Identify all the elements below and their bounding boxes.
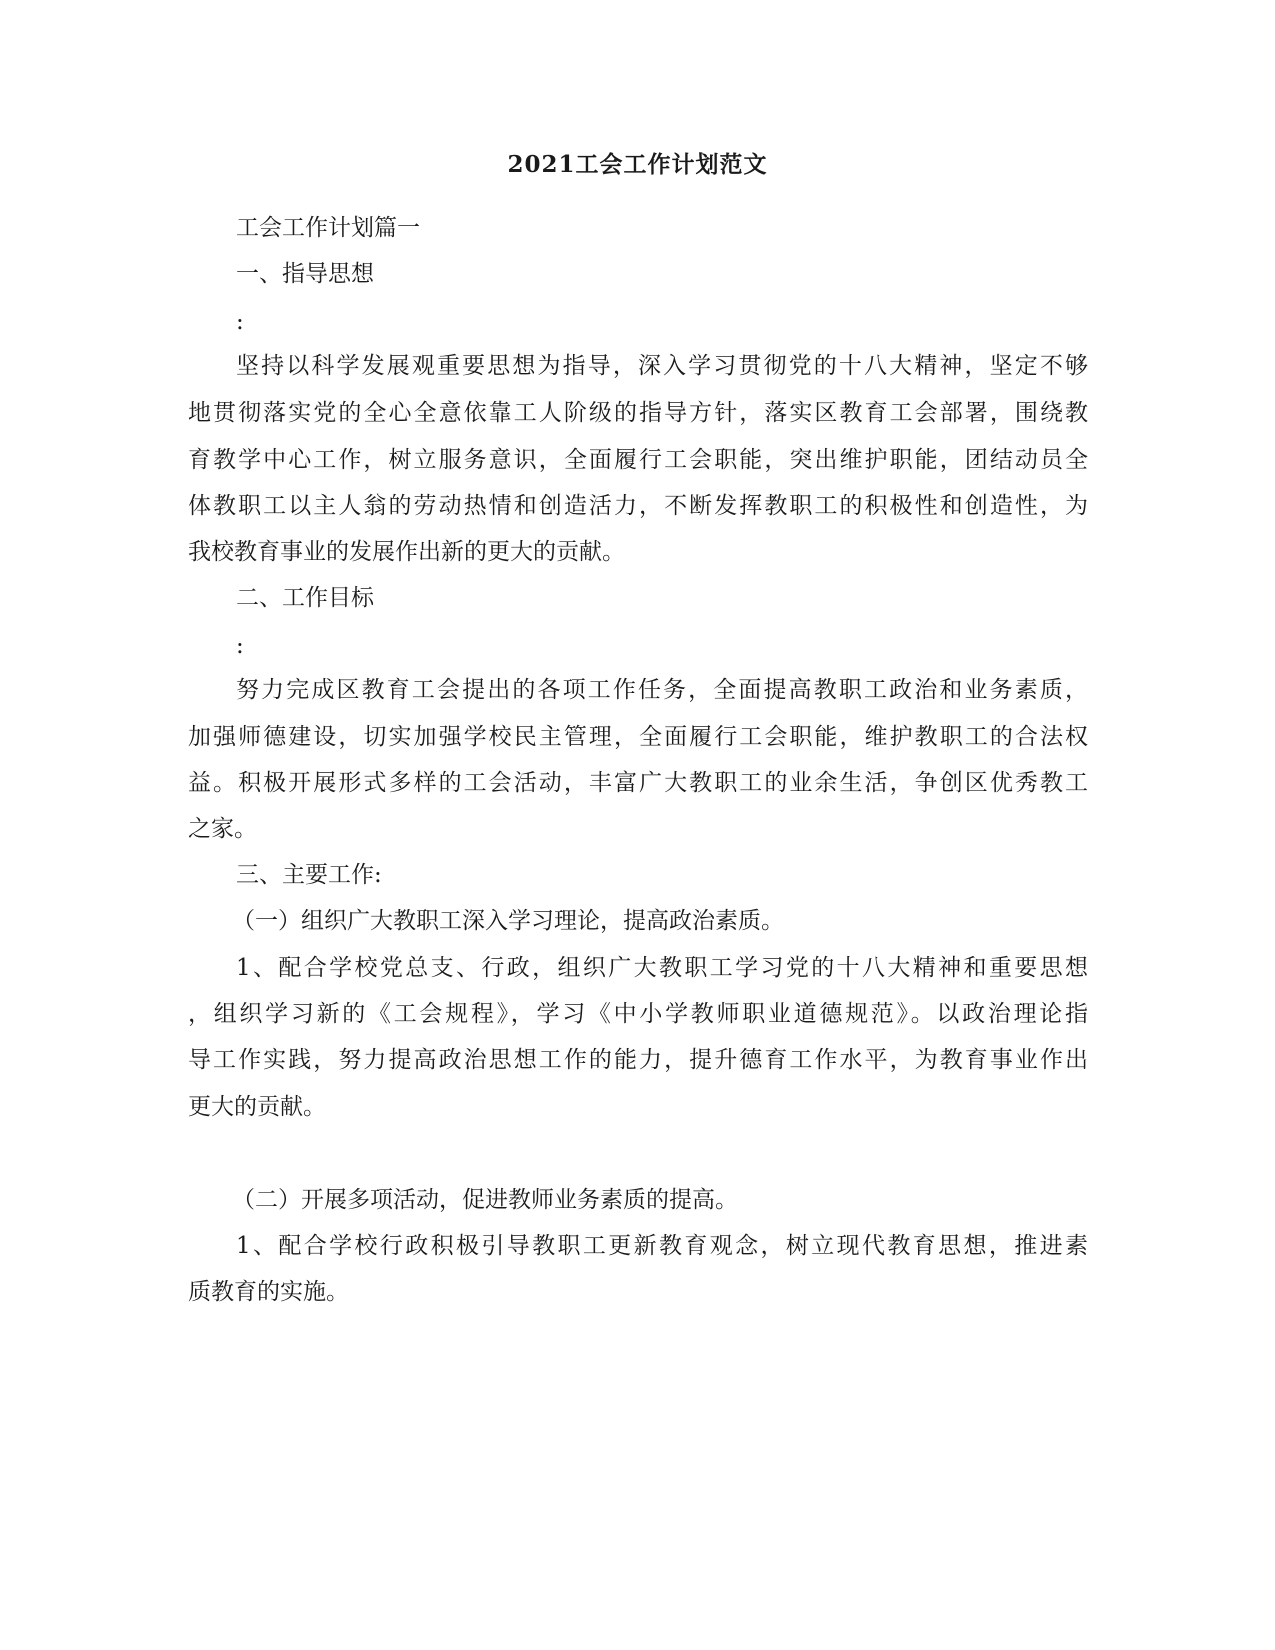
heading-work-goals: 二、工作目标: [236, 585, 374, 611]
heading-guiding-ideology: 一、指导思想: [236, 261, 374, 287]
paragraph-line: 1、配合学校党总支、行政，组织广大教职工学习党的十八大精神和重要思想: [236, 955, 1088, 981]
paragraph-line: 质教育的实施。: [188, 1279, 349, 1305]
document-title: 2021工会工作计划范文: [507, 151, 768, 178]
paragraph-line: 体教职工以主人翁的劳动热情和创造活力，不断发挥教职工的积极性和创造性，为: [188, 493, 1088, 519]
subheading-activities: （二）开展多项活动，促进教师业务素质的提高。: [232, 1187, 738, 1213]
subheading-study-theory: （一）组织广大教职工深入学习理论，提高政治素质。: [232, 908, 784, 934]
heading-main-work: 三、主要工作:: [236, 862, 382, 888]
paragraph-line: 育教学中心工作，树立服务意识，全面履行工会职能，突出维护职能，团结动员全: [188, 447, 1088, 473]
paragraph-line: 导工作实践，努力提高政治思想工作的能力，提升德育工作水平，为教育事业作出: [188, 1047, 1088, 1073]
paragraph-line: 坚持以科学发展观重要思想为指导，深入学习贯彻党的十八大精神，坚定不够: [236, 353, 1088, 379]
paragraph-line: 地贯彻落实党的全心全意依靠工人阶级的指导方针，落实区教育工会部署，围绕教: [188, 400, 1088, 426]
paragraph-line: 1、配合学校行政积极引导教职工更新教育观念，树立现代教育思想，推进素: [236, 1233, 1088, 1259]
colon-line: :: [236, 309, 244, 335]
section-heading-plan-one: 工会工作计划篇一: [236, 215, 420, 241]
paragraph-line: 益。积极开展形式多样的工会活动，丰富广大教职工的业余生活，争创区优秀教工: [188, 770, 1088, 796]
paragraph-line: 我校教育事业的发展作出新的更大的贡献。: [188, 539, 625, 565]
colon-line: :: [236, 633, 244, 659]
paragraph-line: 加强师德建设，切实加强学校民主管理，全面履行工会职能，维护教职工的合法权: [188, 724, 1088, 750]
paragraph-line: 之家。: [188, 816, 257, 842]
paragraph-line: ，组织学习新的《工会规程》，学习《中小学教师职业道德规范》。以政治理论指: [188, 1001, 1088, 1027]
paragraph-line: 努力完成区教育工会提出的各项工作任务，全面提高教职工政治和业务素质，: [236, 677, 1088, 703]
paragraph-line: 更大的贡献。: [188, 1094, 326, 1120]
